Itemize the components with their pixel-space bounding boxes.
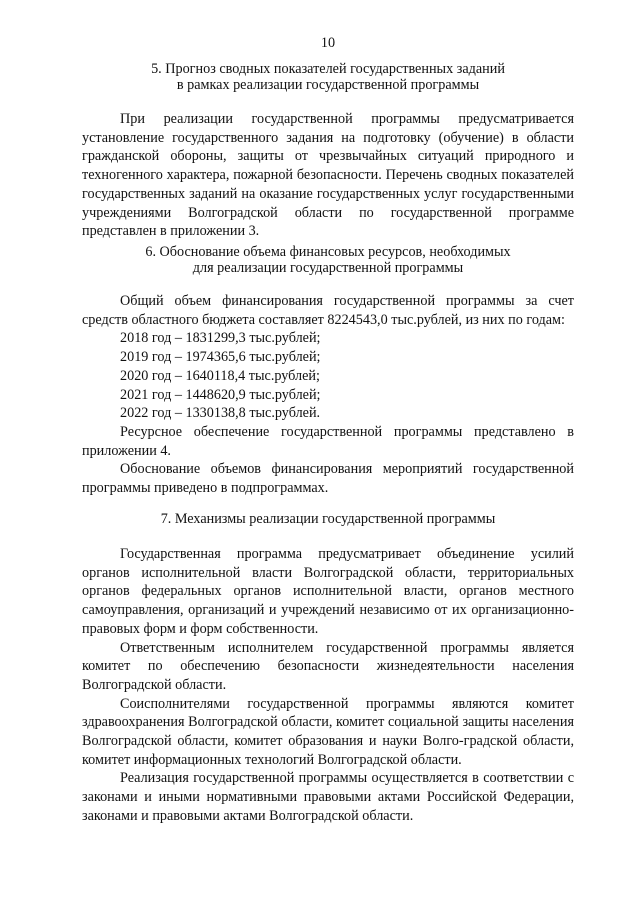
section-7-heading: 7. Механизмы реализации государственной программы — [160, 511, 496, 527]
funding-by-year-list — [82, 329, 574, 423]
section-7 — [82, 512, 574, 528]
section-6-body — [82, 292, 574, 498]
page-number: 10 — [320, 35, 336, 51]
funding-year-item: 2022 год – 1330138,8 тыс.рублей. — [120, 405, 321, 422]
section-7-body — [82, 545, 574, 826]
co-executors-paragraph: Соисполнителями государственной программы являются комитет здравоохранения Волгоградской области, комитет социальной защиты населения Волгоградской области, комитет образования и науки Волго-градской области, комитет информационных технологий Волгоградской области. — [82, 695, 574, 768]
funding-year-item: 2020 год – 1640118,4 тыс.рублей; — [120, 367, 320, 384]
funding-year-item: 2019 год – 1974365,6 тыс.рублей; — [120, 349, 321, 366]
funding-year-item: 2021 год – 1448620,9 тыс.рублей; — [120, 386, 321, 403]
section-6-heading-line-1: 6. Обоснование объема финансовых ресурсов, необходимых — [145, 244, 511, 260]
mechanism-paragraph: Государственная программа предусматривает объединение усилий органов исполнительной власти Волгоградской области, территориальных органов федеральных органов исполнительной власти, органов местного самоуправления, организаций и учреждений независимо от их организационно-правовых форм и форм собственности. — [82, 546, 574, 637]
section-5-heading-line-2: в рамках реализации государственной программы — [176, 76, 480, 93]
legal-basis-paragraph: Реализация государственной программы осуществляется в соответствии с законами и иными нормативными правовыми актами Российской Федерации, законами и правовыми актами Волгоградской области. — [82, 770, 574, 824]
funding-intro-paragraph: Общий объем финансирования государственной программы за счет средств областного бюджета составляет 8224543,0 тыс.рублей, из них по годам: — [82, 293, 574, 328]
section-6 — [82, 245, 574, 276]
section-5-heading-line-1: 5. Прогноз сводных показателей государственных заданий — [151, 61, 505, 77]
section-6-heading-line-2: для реализации государственной программы — [192, 259, 464, 276]
resource-paragraph: Ресурсное обеспечение государственной программы представлено в приложении 4. — [82, 423, 574, 459]
section-5-paragraph: При реализации государственной программы предусматривается установление государственного задания на подготовку (обучение) в области гражданской обороны, защиты от чрезвычайных ситуаций природного и техногенного характера, пожарной безопасности. Перечень сводных показателей государственных заданий на оказание государственных услуг государственными учреждениями Волгоградской области по государственной программе представлен в приложении 3. — [82, 111, 574, 240]
funding-year-item: 2018 год – 1831299,3 тыс.рублей; — [120, 330, 321, 347]
section-5-body — [82, 110, 574, 241]
responsible-executor-paragraph: Ответственным исполнителем государственной программы является комитет по обеспечению безопасности жизнедеятельности населения Волгоградской области. — [82, 639, 574, 693]
section-5 — [82, 62, 574, 93]
justification-paragraph: Обоснование объемов финансирования мероприятий государственной программы приведено в подпрограммах. — [82, 461, 574, 497]
